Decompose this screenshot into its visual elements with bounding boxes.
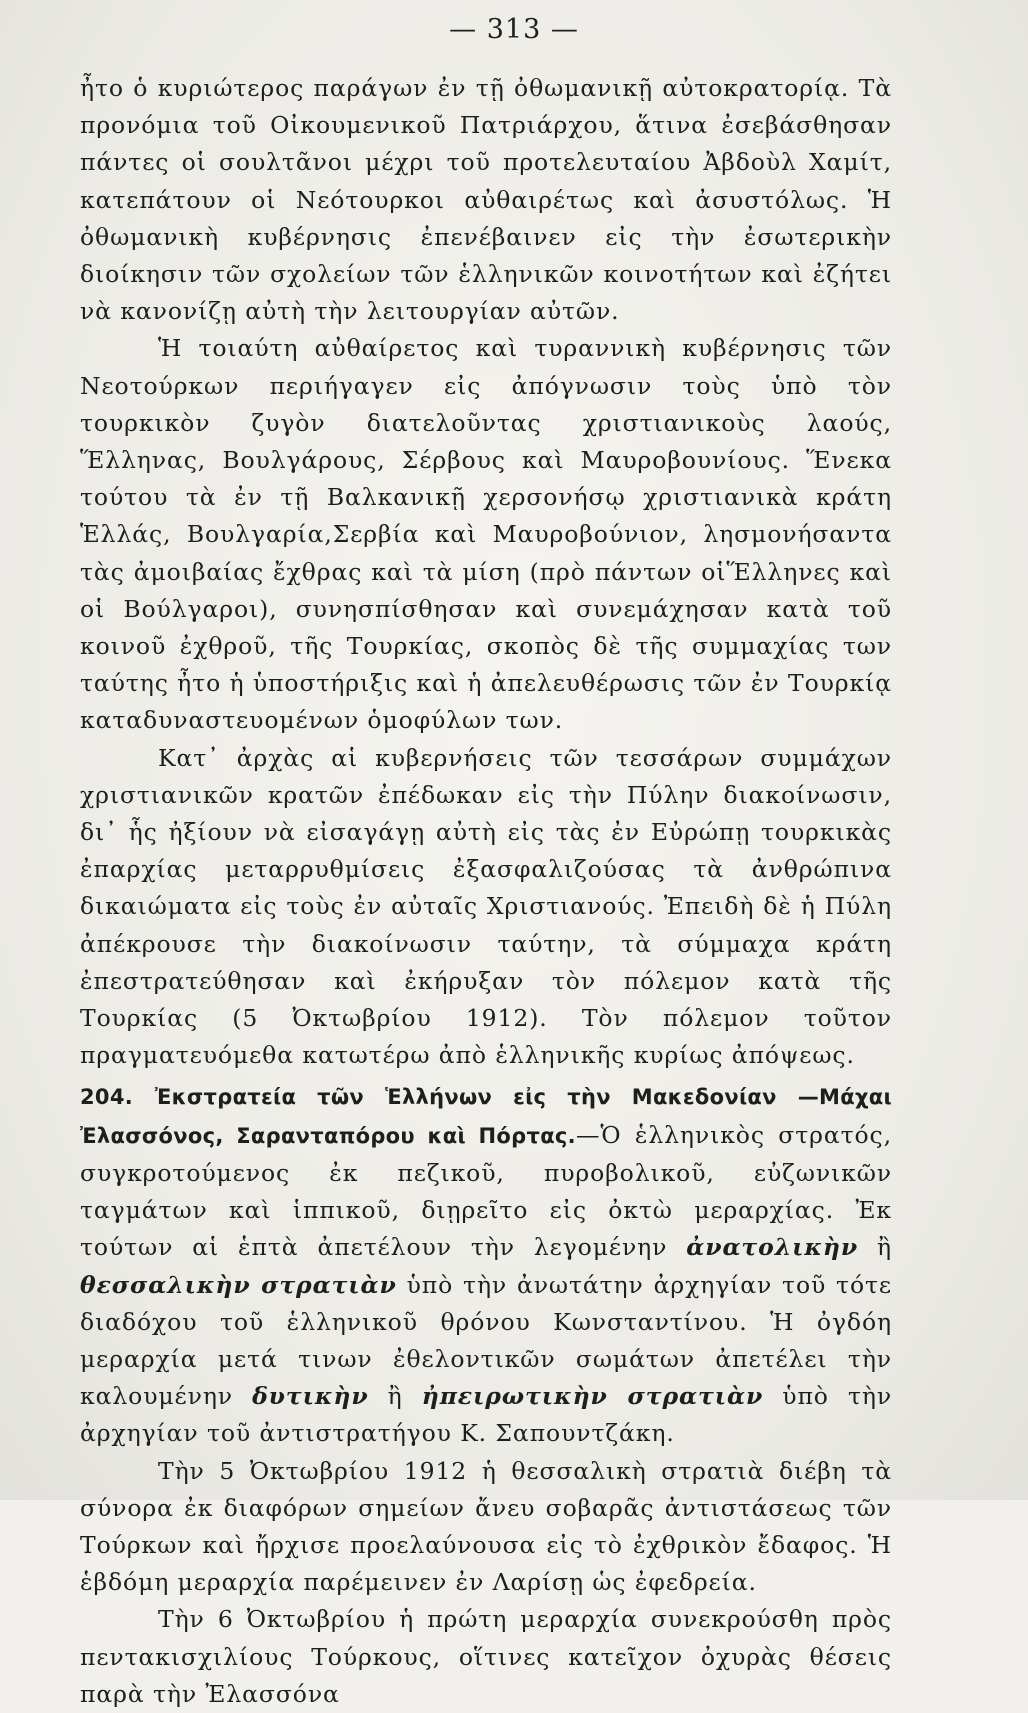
body-text [80,70,892,1713]
section-title: Ἐκστρατεία τῶν Ἑλλήνων εἰς τὴν Μακεδονίαν —Μάχαι Ἐλασσόνος, Σαρανταπόρου καὶ Πόρτας. [80,1085,893,1148]
section-number: 204. [80,1085,134,1110]
emphasis-dytiki: δυτικὴν [252,1382,369,1411]
paragraph-3: Κατ᾽ ἀρχὰς αἱ κυβερνήσεις τῶν τεσσάρων συμμάχων χριστιανικῶν κρατῶν ἐπέδωκαν εἰς τὴν Πύλην διακοίνωσιν, δι᾽ ἧς ἠξίουν νὰ εἰσαγάγῃ αὐτὴ εἰς τὰς ἐν Εὐρώπῃ τουρκικὰς ἐπαρχίας μεταρρυθμίσεις ἐξασφαλιζούσας τὰ ἀνθρώπινα δικαιώματα εἰς τοὺς ἐν αὐταῖς Χριστιανούς. Ἐπειδὴ δὲ ἡ Πύλη ἀπέκρουσε τὴν διακοίνωσιν ταύτην, τὰ σύμμαχα κράτη ἐπεστρατεύθησαν καὶ ἐκήρυξαν τὸν πόλεμον κατὰ τῆς Τουρκίας (5 Ὀκτωβρίου 1912). Τὸν πόλεμον τοῦτον πραγματευόμεθα κατωτέρω ἀπὸ ἑλληνικῆς κυρίως ἀπόψεως. [80,743,892,1070]
section-text-1: —Ὁ ἑλληνικὸς στρατός, συγκροτούμενος ἐκ πεζικοῦ, πυροβολικοῦ, εὐζωνικῶν ταγμάτων καὶ ἱππικοῦ, διῃρεῖτο εἰς ὀκτὼ μεραρχίας. Ἐκ τούτων αἱ ἑπτὰ ἀπετέλουν τὴν λεγομένην [80,1120,892,1262]
paragraph-1: ἦτο ὁ κυριώτερος παράγων ἐν τῇ ὀθωμανικῇ αὐτοκρατορίᾳ. Τὰ προνόμια τοῦ Οἰκουμενικοῦ Πατριάρχου, ἅτινα ἐσεβάσθησαν πάντες οἱ σουλτᾶνοι μέχρι τοῦ προτελευταίου Ἀβδοὺλ Χαμίτ, κατεπάτουν οἱ Νεότουρκοι αὐθαιρέτως καὶ ἀσυστόλως. Ἡ ὀθωμανικὴ κυβέρνησις ἐπενέβαινεν εἰς τὴν ἐσωτερικὴν διοίκησιν τῶν σχολείων τῶν ἑλληνικῶν κοινοτήτων καὶ ἐζήτει νὰ κανονίζῃ αὐτὴ τὴν λειτουργίαν αὐτῶν. [80,74,892,326]
emphasis-thessaliki: θεσσαλικὴν στρατιὰν [80,1270,397,1299]
emphasis-anatoliki: ἀνατολικὴν [686,1233,859,1262]
emphasis-ipeirotiki: ἠπειρωτικὴν στρατιὰν [421,1382,764,1411]
paragraph-6: Τὴν 6 Ὀκτωβρίου ἡ πρώτη μεραρχία συνεκρούσθη πρὸς πεντακισχιλίους Τούρκους, οἵτινες κατεῖχον ὀχυρὰς θέσεις παρὰ τὴν Ἐλασσόνα [80,1605,892,1708]
section-text-5: ὑπὸ τὴν ἀρχηγίαν τοῦ ἀντιστρατήγου Κ. Σαπουντζάκη. [80,1382,893,1448]
section-204 [80,1078,892,1452]
section-text-3: ὑπὸ τὴν ἀνωτάτην ἀρχηγίαν τοῦ τότε διαδόχου τοῦ ἑλληνικοῦ θρόνου Κωνσταντίνου. Ἡ ὀγδόη μεραρχία μετά τινων ἐθελοντικῶν σωμάτων ἀπετέλει τὴν καλουμένην [80,1270,892,1411]
page-number: — 313 — [449,14,579,45]
paragraph-2: Ἡ τοιαύτη αὐθαίρετος καὶ τυραννικὴ κυβέρνησις τῶν Νεοτούρκων περιήγαγεν εἰς ἀπόγνωσιν τοὺς ὑπὸ τὸν τουρκικὸν ζυγὸν διατελοῦντας χριστιανικοὺς λαούς, Ἕλληνας, Βουλγάρους, Σέρβους καὶ Μαυροβουνίους. Ἕνεκα τούτου τὰ ἐν τῇ Βαλκανικῇ χερσονήσῳ χριστιανικὰ κράτη Ἑλλάς, Βουλγαρία,Σερβία καὶ Μαυροβούνιον, λησμονήσαντα τὰς ἀμοιβαίας ἔχθρας καὶ τὰ μίση (πρὸ πάντων οἱἝλληνες καὶ οἱ Βούλγαροι), συνησπίσθησαν καὶ συνεμάχησαν κατὰ τοῦ κοινοῦ ἐχθροῦ, τῆς Τουρκίας, σκοπὸς δὲ τῆς συμμαχίας των ταύτης ἦτο ἡ ὑποστήριξις καὶ ἡ ἀπελευθέρωσις τῶν ἐν Τουρκίᾳ καταδυναστευομένων ὁμοφύλων των. [80,334,892,735]
section-text-2: ἢ [877,1233,893,1262]
paragraph-5: Τὴν 5 Ὀκτωβρίου 1912 ἡ θεσσαλικὴ στρατιὰ διέβη τὰ σύνορα ἐκ διαφόρων σημείων ἄνευ σοβαρᾶς ἀντιστάσεως τῶν Τούρκων καὶ ἤρχισε προελαύνουσα εἰς τὸ ἐχθρικὸν ἔδαφος. Ἡ ἑβδόμη μεραρχία παρέμεινεν ἐν Λαρίσῃ ὡς ἐφεδρεία. [80,1456,892,1597]
section-text-4: ἢ [387,1382,403,1411]
